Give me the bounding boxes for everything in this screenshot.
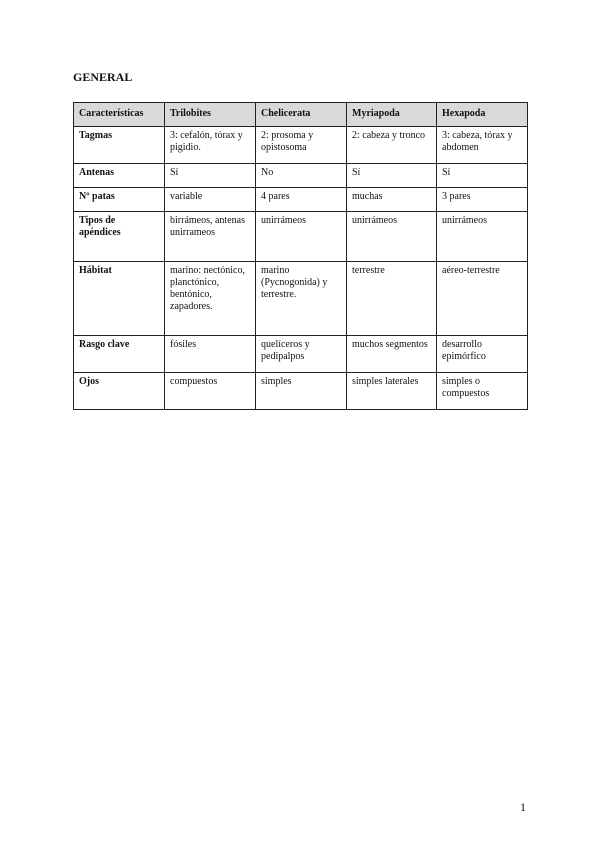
table-header-row [74, 103, 528, 127]
table-cell: No [256, 164, 347, 188]
table-row [74, 164, 528, 188]
table-cell: 4 pares [256, 188, 347, 212]
table-row [74, 212, 528, 262]
section-heading: GENERAL [73, 70, 133, 84]
table-cell: simples [256, 373, 347, 410]
table-row [74, 336, 528, 373]
column-header: Trilobites [165, 103, 256, 127]
table-cell: unirrámeos [437, 212, 528, 262]
column-header: Características [74, 103, 165, 127]
row-label: Hábitat [74, 262, 165, 336]
column-header: Myriapoda [347, 103, 437, 127]
table-cell: variable [165, 188, 256, 212]
table-cell: birrámeos, antenas unirrameos [165, 212, 256, 262]
column-header: Chelicerata [256, 103, 347, 127]
table-cell: 2: prosoma y opistosoma [256, 127, 347, 164]
table-cell: compuestos [165, 373, 256, 410]
table-cell: unirrámeos [347, 212, 437, 262]
table-cell: 2: cabeza y tronco [347, 127, 437, 164]
table-cell: 3: cabeza, tórax y abdomen [437, 127, 528, 164]
row-label: Tipos de apéndices [74, 212, 165, 262]
table-cell: simples o compuestos [437, 373, 528, 410]
row-label: Nº patas [74, 188, 165, 212]
table-cell: Sí [165, 164, 256, 188]
page-number: 1 [520, 800, 526, 814]
table-cell: unirrámeos [256, 212, 347, 262]
table-cell: desarrollo epimórfico [437, 336, 528, 373]
table-cell: simples laterales [347, 373, 437, 410]
table-cell: muchos segmentos [347, 336, 437, 373]
table-cell: quelíceros y pedipalpos [256, 336, 347, 373]
table-cell: 3: cefalón, tórax y pigidio. [165, 127, 256, 164]
table-cell: Sí [437, 164, 528, 188]
table-cell: aéreo-terrestre [437, 262, 528, 336]
table-cell: muchas [347, 188, 437, 212]
table-row [74, 188, 528, 212]
table-cell: Sí [347, 164, 437, 188]
table-cell: marino (Pycnogonida) y terrestre. [256, 262, 347, 336]
table-row [74, 127, 528, 164]
table-cell: terrestre [347, 262, 437, 336]
table-cell: fósiles [165, 336, 256, 373]
table-row [74, 262, 528, 336]
table-cell: 3 pares [437, 188, 528, 212]
column-header: Hexapoda [437, 103, 528, 127]
row-label: Ojos [74, 373, 165, 410]
table-row [74, 373, 528, 410]
table-cell: marino: nectónico, planctónico, bentónico, zapadores. [165, 262, 256, 336]
row-label: Rasgo clave [74, 336, 165, 373]
comparison-table [73, 102, 528, 410]
row-label: Antenas [74, 164, 165, 188]
row-label: Tagmas [74, 127, 165, 164]
